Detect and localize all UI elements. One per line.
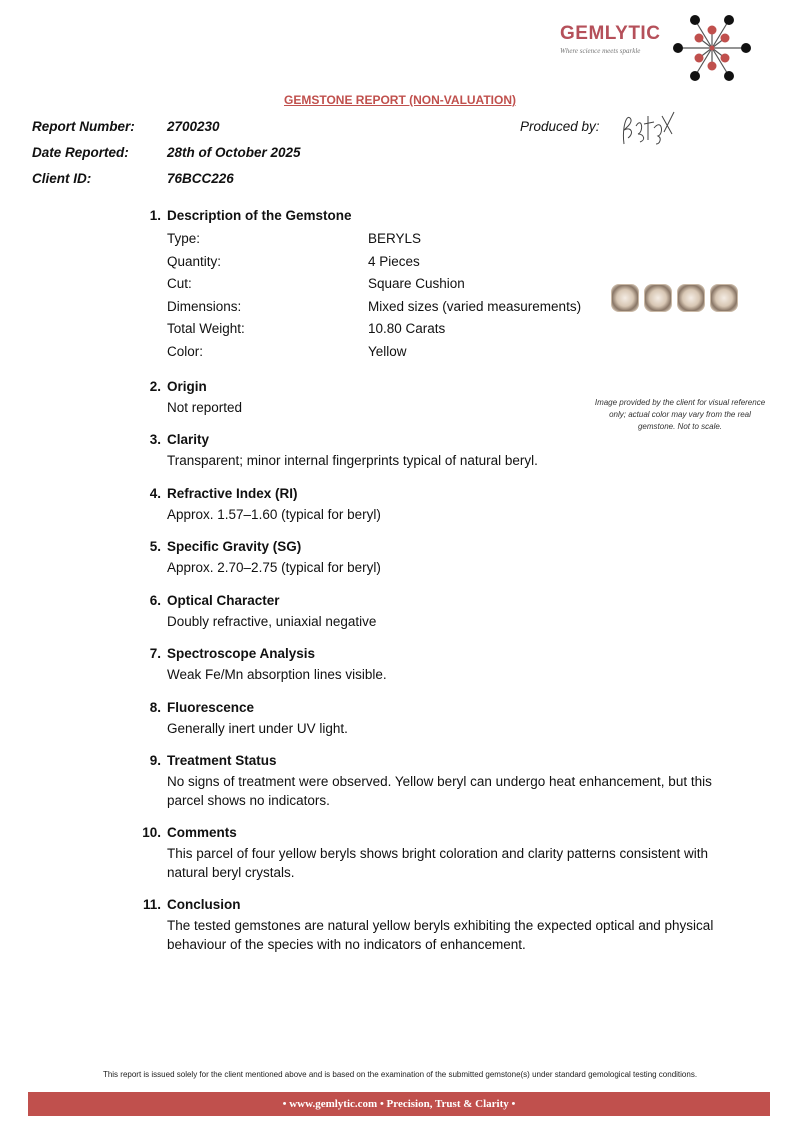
section-title: Comments [167,825,237,841]
section-number: 4. [149,485,161,501]
spec-label: Quantity: [167,253,222,269]
section-body: Weak Fe/Mn absorption lines visible. [167,667,387,683]
logo-name: GEMLYTIC [560,23,661,44]
report-number-label: Report Number: [32,119,135,134]
date-label: Date Reported: [32,145,129,160]
section-clarity [130,428,750,471]
molecule-logo-icon [672,14,752,84]
section-body: Doubly refractive, uniaxial negative [167,613,377,629]
gem-thumbnail [611,284,639,312]
section-body: This parcel of four yellow beryls shows bright coloration and clarity patterns consistent with natural beryl crystals. [167,846,708,880]
spec-value: Square Cushion [368,276,465,292]
spec-label: Total Weight: [167,321,245,337]
section-body: Not reported [167,399,243,415]
section-title: Fluorescence [167,699,255,715]
logo-tagline: Where science meets sparkle [560,47,641,55]
spec-label: Type: [167,231,201,246]
date-reported: 28th of October 2025 [167,145,301,160]
section-body: Approx. 2.70–2.75 (typical for beryl) [167,560,381,576]
section-title: Spectroscope Analysis [167,646,316,662]
section-number: 11. [142,897,161,913]
gem-thumbnail [710,284,738,312]
section-optical-character [130,589,750,632]
section-title: Treatment Status [167,753,277,769]
spec-value: BERYLS [368,231,422,246]
spec-label: Color: [167,343,204,359]
gem-thumbnail [677,284,705,312]
section-number: 7. [149,646,161,662]
produced-by-label: Produced by: [520,119,600,134]
gemlytic-logo [560,14,755,84]
client-id: 76BCC226 [167,171,234,186]
section-title: Clarity [167,432,210,448]
section-body: Generally inert under UV light. [167,720,348,736]
section-number: 8. [149,699,161,715]
section-title: Conclusion [167,897,241,913]
section-number: 3. [149,432,161,448]
report-number: 2700230 [167,119,220,134]
section-refractive-index [130,482,750,525]
section-title: Optical Character [167,592,280,608]
section-title: Origin [167,378,207,394]
spec-value: Yellow [368,343,407,359]
section-number: 1. [149,208,161,223]
section-title: Specific Gravity (SG) [167,539,302,555]
gemstone-image [611,284,738,312]
section-conclusion [130,893,750,954]
spec-row-quantity [167,251,750,274]
client-label: Client ID: [32,171,92,186]
section-fluorescence [130,696,750,739]
spec-row-type [167,228,750,251]
section-body: No signs of treatment were observed. Yellow beryl can undergo heat enhancement, but this parcel shows no indicators. [167,774,712,808]
section-comments [130,821,750,882]
section-body: Transparent; minor internal fingerprints typical of natural beryl. [167,453,538,469]
client-row [32,171,234,186]
report-sections [130,204,750,965]
footer-banner: • www.gemlytic.com • Precision, Trust & Clarity • [28,1092,770,1116]
section-specific-gravity [130,535,750,578]
date-row [32,145,301,160]
report-number-row [32,119,220,134]
spec-value: 10.80 Carats [368,321,446,337]
section-number: 10. [142,825,161,841]
section-number: 5. [149,539,161,555]
spec-label: Cut: [167,276,192,292]
disclaimer: This report is issued solely for the client mentioned above and is based on the examination of the submitted gemstone(s) under standard gemological testing conditions. [102,1070,698,1079]
section-title: Refractive Index (RI) [167,485,298,501]
report-title: GEMSTONE REPORT (NON-VALUATION) [284,93,516,107]
image-caption: Image provided by the client for visual reference only; actual color may vary from the real gemstone. Not to scale. [594,398,766,431]
section-number: 2. [149,378,161,394]
section-number: 9. [149,753,161,769]
spec-row-weight [167,318,750,341]
spec-value: Mixed sizes (varied measurements) [368,298,582,314]
section-body: Approx. 1.57–1.60 (typical for beryl) [167,506,381,522]
section-body: The tested gemstones are natural yellow beryls exhibiting the expected optical and physical behaviour of the species with no indicators of enhancement. [167,918,714,952]
spec-label: Dimensions: [167,298,242,314]
gem-thumbnail [644,284,672,312]
section-title: Description of the Gemstone [167,208,352,223]
spec-row-color [167,341,750,364]
section-spectroscope [130,642,750,685]
signature [618,104,678,149]
section-number: 6. [149,592,161,608]
section-treatment [130,749,750,810]
spec-value: 4 Pieces [368,253,420,269]
